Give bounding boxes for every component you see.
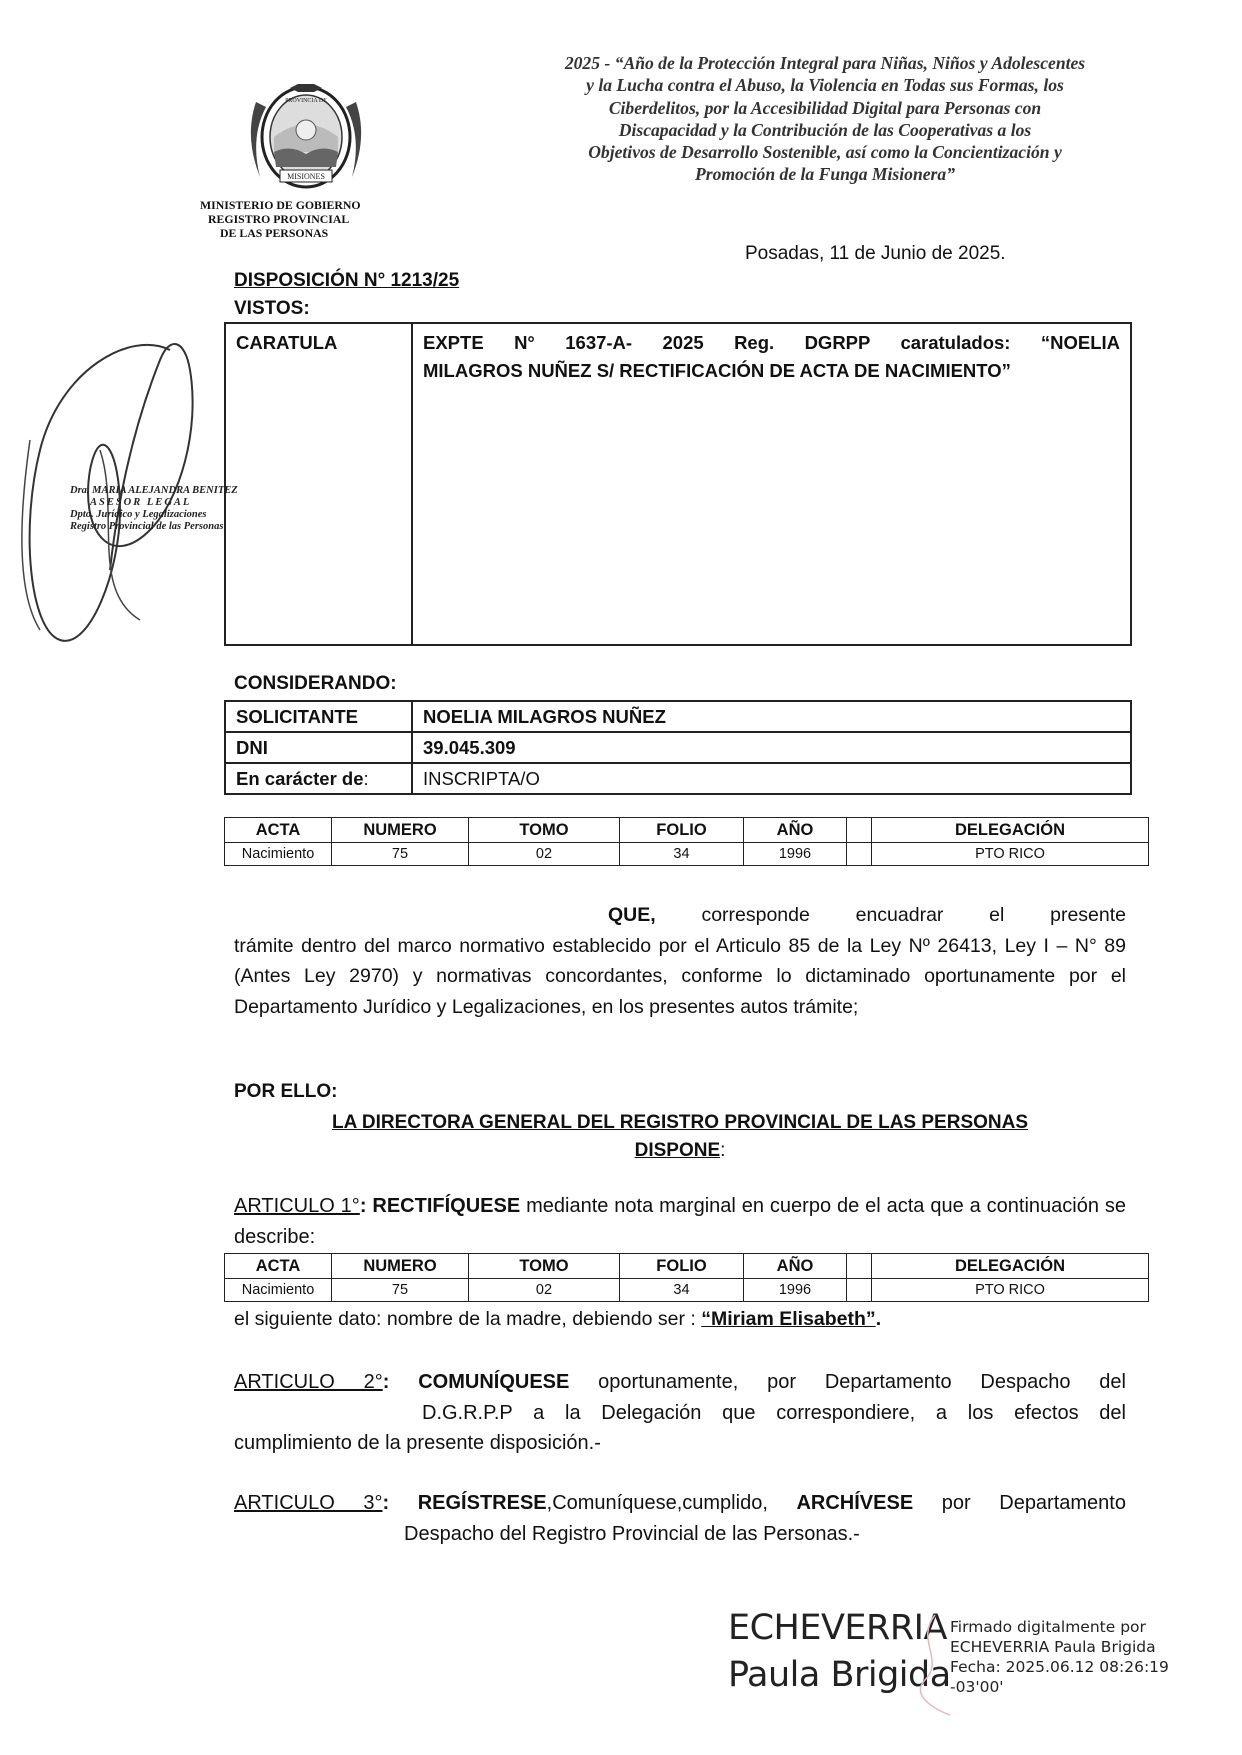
table-cell: Nacimiento xyxy=(225,1279,332,1302)
table-row xyxy=(225,732,1131,763)
provincia-misiones-seal-icon xyxy=(240,82,372,192)
document-date: Posadas, 11 de Junio de 2025. xyxy=(745,243,1006,264)
articulo-3 xyxy=(234,1488,1126,1549)
ministry-header xyxy=(200,198,361,240)
column-header: TOMO xyxy=(469,1254,620,1279)
row-label-suffix: : xyxy=(363,767,369,789)
dato-rectificado xyxy=(234,1308,881,1331)
motto-line: Objetivos de Desarrollo Sostenible, así como la Concientización y xyxy=(588,142,1062,163)
dato-value: “Miriam Elisabeth” xyxy=(701,1308,876,1330)
signature-info-line: ECHEVERRIA Paula Brigida xyxy=(950,1638,1156,1656)
column-header: ACTA xyxy=(225,818,332,843)
column-header: FOLIO xyxy=(620,818,744,843)
table-cell xyxy=(847,843,872,866)
signer-surname: ECHEVERRIA xyxy=(728,1608,947,1648)
row-value: NOELIA MILAGROS NUÑEZ xyxy=(412,701,1131,732)
column-header: TOMO xyxy=(469,818,620,843)
articulo-verb: ARCHÍVESE xyxy=(796,1492,914,1514)
row-value: INSCRIPTA/O xyxy=(412,763,1131,794)
row-value: 39.045.309 xyxy=(412,732,1131,763)
que-body: trámite dentro del marco normativo establecido por el Articulo 85 de la Ley Nº 26413, Ley I – N° 89 (Antes Ley 2970) y normativas concordantes, conforme lo dictaminado oportunamente por el Departamento Jurídico y Legalizaciones, en los presentes autos trámite; xyxy=(234,934,1126,1018)
caratula-table xyxy=(224,322,1132,646)
solicitante-table xyxy=(224,700,1132,795)
seal-text: MISIONES xyxy=(287,172,325,181)
row-label: SOLICITANTE xyxy=(225,701,412,732)
stamp-line: ASESOR LEGAL xyxy=(90,497,192,508)
dispone-text: DISPONE xyxy=(634,1140,721,1161)
directora-line: LA DIRECTORA GENERAL DEL REGISTRO PROVINCIAL DE LAS PERSONAS xyxy=(331,1112,1029,1133)
motto-line: y la Lucha contra el Abuso, la Violencia en Todas sus Formas, los xyxy=(586,75,1064,96)
column-header: ACTA xyxy=(225,1254,332,1279)
acta-table xyxy=(224,1253,1149,1302)
articulo-text: oportunamente, por Departamento Despacho del xyxy=(569,1371,1126,1393)
dato-text: el siguiente dato: nombre de la madre, debiendo ser : xyxy=(234,1308,702,1330)
digital-signature-info xyxy=(950,1617,1169,1697)
articulo-colon: : xyxy=(382,1492,418,1514)
table-row xyxy=(225,763,1131,794)
table-cell: PTO RICO xyxy=(872,1279,1149,1302)
que-first-line xyxy=(234,900,1126,931)
articulo-text: Despacho del Registro Provincial de las Personas.- xyxy=(404,1522,860,1545)
articulo-label: ARTICULO 3° xyxy=(234,1492,383,1514)
articulo-1 xyxy=(234,1191,1126,1252)
legal-advisor-stamp xyxy=(70,485,238,533)
caratula-value xyxy=(412,323,1131,645)
articulo-verb: REGÍSTRESE xyxy=(417,1492,547,1514)
ministry-line: REGISTRO PROVINCIAL xyxy=(208,212,350,226)
table-row xyxy=(225,843,1149,866)
considerando-heading: CONSIDERANDO: xyxy=(234,673,397,694)
signature-info-line: Firmado digitalmente por xyxy=(950,1618,1146,1636)
ministry-line: MINISTERIO DE GOBIERNO xyxy=(200,198,361,212)
dispone-suffix: : xyxy=(720,1140,726,1161)
que-text: corresponde encuadrar el presente xyxy=(655,904,1126,926)
column-header: NUMERO xyxy=(332,1254,469,1279)
por-ello-heading: POR ELLO: xyxy=(234,1081,338,1102)
seal-text: PROVINCIA DE xyxy=(285,98,327,104)
table-cell: 34 xyxy=(620,843,744,866)
column-header: DELEGACIÓN xyxy=(872,1254,1149,1279)
table-cell: 75 xyxy=(332,1279,469,1302)
table-cell: 02 xyxy=(469,843,620,866)
signer-given-name: Paula Brigida xyxy=(728,1655,951,1695)
table-cell: 75 xyxy=(332,843,469,866)
articulo-verb: RECTIFÍQUESE xyxy=(372,1195,521,1217)
column-header xyxy=(847,818,872,843)
articulo-colon: : xyxy=(382,1371,419,1393)
table-cell: 34 xyxy=(620,1279,744,1302)
column-header: NUMERO xyxy=(332,818,469,843)
stamp-line: Registro Provincial de las Personas xyxy=(70,521,224,532)
column-header: FOLIO xyxy=(620,1254,744,1279)
signature-info-line: Fecha: 2025.06.12 08:26:19 xyxy=(950,1658,1169,1676)
motto-line: 2025 - “Año de la Protección Integral para Niñas, Niños y Adolescentes xyxy=(564,53,1086,73)
header-motto xyxy=(505,52,1145,186)
table-row xyxy=(225,701,1131,732)
motto-line: Ciberdelitos, por la Accesibilidad Digital para Personas con xyxy=(608,97,1042,118)
articulo-text: cumplimiento de la presente disposición.- xyxy=(234,1432,601,1454)
articulo-colon: : xyxy=(359,1195,373,1217)
table-cell: 1996 xyxy=(744,1279,847,1302)
table-header-row xyxy=(225,1254,1149,1279)
articulo-2 xyxy=(234,1367,1126,1459)
articulo-text: D.G.R.P.P a la Delegación que correspondiere, a los efectos del xyxy=(422,1401,1126,1424)
articulo-text: ,Comuníquese,cumplido, xyxy=(546,1492,797,1514)
column-header: AÑO xyxy=(744,1254,847,1279)
dato-end: . xyxy=(875,1308,882,1330)
articulo-text: mediante nota marginal en cuerpo de el acta que a continuación se describe: xyxy=(234,1195,1127,1248)
acta-table xyxy=(224,817,1149,866)
caratula-label: CARATULA xyxy=(225,323,412,645)
motto-line: Promoción de la Funga Misionera” xyxy=(694,164,956,185)
directora-heading xyxy=(234,1109,1126,1165)
table-header-row xyxy=(225,818,1149,843)
articulo-label: ARTICULO 1° xyxy=(234,1195,360,1217)
articulo-text: por Departamento xyxy=(913,1492,1126,1514)
disposicion-number: DISPOSICIÓN N° 1213/25 xyxy=(234,270,460,291)
signature-flourish-icon xyxy=(905,1610,955,1720)
row-label-text: En carácter de xyxy=(236,767,364,789)
articulo-label: ARTICULO 2° xyxy=(234,1371,383,1393)
table-cell: PTO RICO xyxy=(872,843,1149,866)
stamp-line: Dra. MARIA ALEJANDRA BENITEZ xyxy=(70,485,238,496)
row-label: DNI xyxy=(225,732,412,763)
caratula-line: EXPTE N° 1637-A- 2025 Reg. DGRPP caratulados: “NOELIA xyxy=(423,332,1120,353)
caratula-line: MILAGROS NUÑEZ S/ RECTIFICACIÓN DE ACTA DE NACIMIENTO” xyxy=(423,360,1011,381)
table-cell: 1996 xyxy=(744,843,847,866)
table-cell: 02 xyxy=(469,1279,620,1302)
table-row xyxy=(225,1279,1149,1302)
que-paragraph xyxy=(234,900,1126,1022)
row-label xyxy=(225,763,412,794)
que-keyword: QUE, xyxy=(608,904,656,926)
articulo-verb: COMUNÍQUESE xyxy=(418,1371,570,1393)
column-header: AÑO xyxy=(744,818,847,843)
signature-info-line: -03'00' xyxy=(950,1678,1004,1696)
table-cell: Nacimiento xyxy=(225,843,332,866)
motto-line: Discapacidad y la Contribución de las Cooperativas a los xyxy=(618,119,1032,140)
stamp-line: Dpto. Jurídico y Legalizaciones xyxy=(70,509,207,520)
ministry-line: DE LAS PERSONAS xyxy=(220,226,329,240)
column-header xyxy=(847,1254,872,1279)
table-cell xyxy=(847,1279,872,1302)
column-header: DELEGACIÓN xyxy=(872,818,1149,843)
vistos-heading: VISTOS: xyxy=(234,298,310,319)
